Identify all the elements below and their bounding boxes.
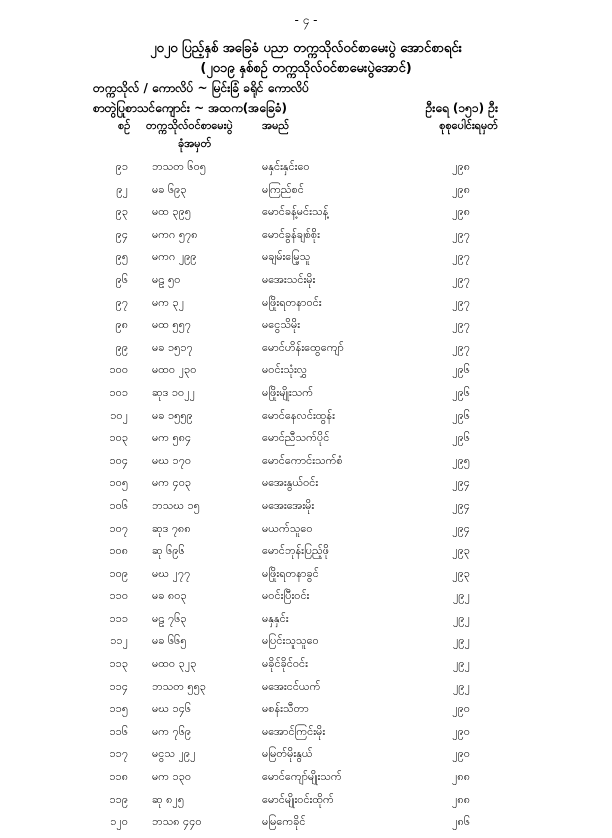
student-name: မအေးသင်းမိုး <box>262 272 316 286</box>
table-row <box>0 815 612 838</box>
student-name: မောင်ကောင်းသက်စံ <box>262 453 343 467</box>
total-marks: ၂၉၅ <box>452 453 470 467</box>
row-number: ၁၀၆ <box>109 498 128 512</box>
row-number: ၁၁၆ <box>109 724 128 738</box>
table-row <box>0 183 612 206</box>
page-number: - ၄ - <box>294 13 318 27</box>
table-row <box>0 747 612 770</box>
table-row <box>0 499 612 522</box>
total-marks: ၂၉၇ <box>452 250 470 264</box>
row-number: ၁၁၇ <box>109 747 128 761</box>
table-row <box>0 273 612 296</box>
student-name: မောင်ခွန်ချစ်စိုး <box>262 227 320 241</box>
table-row <box>0 680 612 703</box>
roll-number: မထ ၅၅၇ <box>152 318 191 332</box>
total-marks: ၂၉၆ <box>452 431 470 445</box>
row-number: ၁၂၀ <box>110 815 128 829</box>
table-row <box>0 296 612 319</box>
student-name: မဖြိုးရတနာခွင် <box>262 566 319 580</box>
row-number: ၁၀၃ <box>109 431 128 445</box>
row-number: ၁၁၃ <box>109 657 128 671</box>
student-name: မောင်မျိုးဝင်းထိုက် <box>262 792 334 806</box>
table-row <box>0 725 612 748</box>
table-row <box>0 386 612 409</box>
total-marks: ၂၉၄ <box>452 521 470 535</box>
total-marks: ၂၉၄ <box>452 476 470 490</box>
student-name: မဖြိုးရတနာဝင်း <box>262 295 322 309</box>
row-number: ၉၄ <box>115 227 128 241</box>
total-marks: ၂၉၀ <box>452 747 470 761</box>
table-row <box>0 160 612 183</box>
table-row <box>0 612 612 635</box>
total-marks: ၂၈၈ <box>452 770 470 784</box>
table-row <box>0 634 612 657</box>
row-number: ၉၂ <box>116 182 128 196</box>
total-marks: ၂၉၇ <box>452 340 470 354</box>
student-name: မအေးအေးမိုး <box>262 498 315 512</box>
roll-number: ဆု ၈၂၅ <box>152 792 185 806</box>
roll-number: မဠ ၅၀ <box>152 272 181 286</box>
student-name: မစန်းသီတာ <box>262 702 309 716</box>
roll-number: မက ၄၀၃ <box>152 476 192 490</box>
row-number: ၁၀၅ <box>109 476 128 490</box>
row-number: ၉၆ <box>115 272 128 286</box>
student-name: မနှနှင်း <box>262 611 289 625</box>
header-roll-number-line2: ခုံအမှတ် <box>178 137 212 150</box>
row-number: ၁၀၄ <box>109 453 128 467</box>
row-number: ၁၀၁ <box>109 385 128 399</box>
total-marks: ၂၉၆ <box>452 385 470 399</box>
row-number: ၉၇ <box>115 295 128 309</box>
roll-number: မက ၁၃၀ <box>152 770 192 784</box>
row-number: ၁၀၈ <box>109 544 128 558</box>
roll-number: မဃ ၁၇၀ <box>152 453 192 467</box>
roll-number: မက ၃၂ <box>152 295 185 309</box>
header-roll-number: တက္ကသိုလ်ဝင်စာမေးပွဲ <box>146 119 233 132</box>
table-row <box>0 770 612 793</box>
roll-number: ဘသ၈ ၄၄၀ <box>152 815 202 829</box>
roll-number: မထ၀ ၃၂၃ <box>152 657 197 671</box>
row-number: ၁၁၄ <box>109 679 128 693</box>
student-name: မအေးငင်ယက် <box>262 679 321 693</box>
roll-number: မဠ ၇၆၃ <box>152 611 187 625</box>
student-name: မောင်ကျော်မျိုးသက် <box>262 770 342 784</box>
total-marks: ၂၉၀ <box>452 702 470 716</box>
table-row <box>0 793 612 816</box>
roll-number: မကဂ ၂၉၉ <box>152 250 197 264</box>
row-number: ၁၁၉ <box>109 792 128 806</box>
student-name: မောင်ညီသက်ပိုင် <box>262 431 330 445</box>
total-marks: ၂၉၈ <box>452 182 470 196</box>
row-number: ၁၀၇ <box>109 521 128 535</box>
student-name: မောင်ခန့်မင်းသန့် <box>262 205 329 219</box>
table-row <box>0 702 612 725</box>
student-name: မဝင်းသုံးလွှ <box>262 363 308 377</box>
student-name: မမြတ်မိုးနွယ် <box>262 747 313 761</box>
student-name: မောင်ဘုန်းပြည့်ဖို <box>262 544 329 558</box>
table-row <box>0 522 612 545</box>
roll-number: မခ ၈၀၃ <box>152 589 187 603</box>
roll-number: မက ၅၈၄ <box>152 431 192 445</box>
table-row <box>0 205 612 228</box>
header-name: အမည် <box>262 119 290 132</box>
row-number: ၉၃ <box>115 205 128 219</box>
table-row <box>0 250 612 273</box>
table-row <box>0 341 612 364</box>
roll-number: ဘသဃ ၁၅ <box>152 498 200 512</box>
total-marks: ၂၉၈ <box>452 205 470 219</box>
total-marks: ၂၈၆ <box>452 815 470 829</box>
row-number: ၁၁၅ <box>109 702 128 716</box>
header-number: စဉ် <box>118 119 131 132</box>
roll-number: မက ၇၆၉ <box>152 724 192 738</box>
roll-number: မငွသ ၂၉၂ <box>152 747 196 761</box>
roll-number: ဘသတ ၆၀၅ <box>152 160 206 173</box>
row-number: ၁၀၉ <box>109 566 128 580</box>
row-number: ၉၈ <box>115 318 128 332</box>
row-number: ၁၀၀ <box>109 363 128 377</box>
section-count: ဦးရေ (၁၅၁) ဦး <box>425 101 498 115</box>
total-marks: ၂၉၄ <box>452 498 470 512</box>
table-row <box>0 431 612 454</box>
table-row <box>0 476 612 499</box>
student-name: မဝင်းပြီးဝင်း <box>262 589 310 603</box>
roll-number: ဆုဒ ၁၀၂၂ <box>152 385 196 399</box>
total-marks: ၂၉၂ <box>453 611 470 625</box>
total-marks: ၂၉၂ <box>453 657 470 671</box>
roll-number: မခ ၆၉၃ <box>152 182 187 196</box>
table-row <box>0 657 612 680</box>
table-row <box>0 544 612 567</box>
total-marks: ၂၉၈ <box>452 160 470 173</box>
results-table <box>0 160 612 838</box>
total-marks: ၂၉၇ <box>452 227 470 241</box>
roll-number: ဆု ၆၉၆ <box>152 544 185 558</box>
total-marks: ၂၉၂ <box>453 589 470 603</box>
total-marks: ၂၉၃ <box>452 566 470 580</box>
row-number: ၉၅ <box>115 250 128 264</box>
total-marks: ၂၉၂ <box>453 634 470 648</box>
roll-number: ဘသတ ၅၅၃ <box>152 679 206 693</box>
roll-number: မဃ ၂၇၇ <box>152 566 191 580</box>
table-row <box>0 567 612 590</box>
total-marks: ၂၉၃ <box>452 544 470 558</box>
roll-number: မခ ၆၆၅ <box>152 634 187 648</box>
student-name: မမြကေခိုင် <box>262 815 306 829</box>
roll-number: မဃ ၁၄၆ <box>152 702 192 716</box>
student-name: မငွေသိမိုး <box>262 318 301 332</box>
table-row <box>0 454 612 477</box>
student-name: မခိုင်ခိုင်ဝင်း <box>262 657 308 671</box>
roll-number: မခ ၁၅၅၉ <box>152 408 193 422</box>
student-name: မအောင်ကြင်းမိုး <box>262 724 326 738</box>
total-marks: ၂၉၆ <box>452 408 470 422</box>
total-marks: ၂၉၇ <box>452 295 470 309</box>
total-marks: ၂၉၂ <box>453 679 470 693</box>
row-number: ၁၁၈ <box>109 770 128 784</box>
table-row <box>0 318 612 341</box>
row-number: ၉၁ <box>115 160 128 173</box>
row-number: ၁၀၂ <box>110 408 128 422</box>
total-marks: ၂၉၇ <box>452 272 470 286</box>
total-marks: ၂၉၆ <box>452 363 470 377</box>
student-name: မောင်ဟိန်းထွေကျော် <box>262 340 344 354</box>
table-row <box>0 228 612 251</box>
table-row <box>0 409 612 432</box>
total-marks: ၂၉၇ <box>452 318 470 332</box>
student-name: မကြည်စင် <box>262 182 304 196</box>
document-subtitle: (၂၀၁၉ နှစ်စဉ် တက္ကသိုလ်ဝင်စာမေးပွဲအောင်) <box>200 61 412 76</box>
student-name: မယက်သူဝေ <box>262 521 313 535</box>
roll-number: မကဂ ၅၇၈ <box>152 227 198 241</box>
student-name: မောင်နေလင်းထွန်း <box>262 408 335 422</box>
section-university: တက္ကသိုလ် / ကောလိပ် ~ မြင်းခြံ ခရိုင် ကောလိပ် <box>93 81 309 95</box>
row-number: ၁၁၀ <box>109 589 128 603</box>
student-name: မဖြိုးမျိုးသက် <box>262 385 314 399</box>
roll-number: မထ၀ ၂၃၀ <box>152 363 197 377</box>
student-name: မအေးနွယ်ဝင်း <box>262 476 319 490</box>
student-name: မပြင်းသူသူဝေ <box>262 634 319 648</box>
total-marks: ၂၉၀ <box>452 724 470 738</box>
section-school: စာတွဲပြုစာသင်ကျောင်း ~ အထက(အခြေခံ) <box>93 101 287 115</box>
total-marks: ၂၈၈ <box>452 792 470 806</box>
header-total-marks: စုစုပေါင်းရမှတ် <box>439 119 498 132</box>
roll-number: မထ ၃၉၅ <box>152 205 191 219</box>
roll-number: မခ ၁၅၁၇ <box>152 340 193 354</box>
roll-number: ဆုဒ ၇၈၈ <box>152 521 191 535</box>
row-number: ၁၁၁ <box>109 611 128 625</box>
row-number: ၉၉ <box>115 340 128 354</box>
table-row <box>0 363 612 386</box>
row-number: ၁၁၂ <box>110 634 128 648</box>
student-name: မနှင်းနှင်းဝေ <box>262 160 310 173</box>
table-row <box>0 589 612 612</box>
student-name: မချမ်းမြေ့သူ <box>262 250 311 264</box>
document-title: ၂၀၂၀ ပြည့်နှစ် အခြေခံ ပညာ တက္ကသိုလ်ဝင်စာမေးပွဲ အောင်စာရင်း <box>150 41 462 56</box>
